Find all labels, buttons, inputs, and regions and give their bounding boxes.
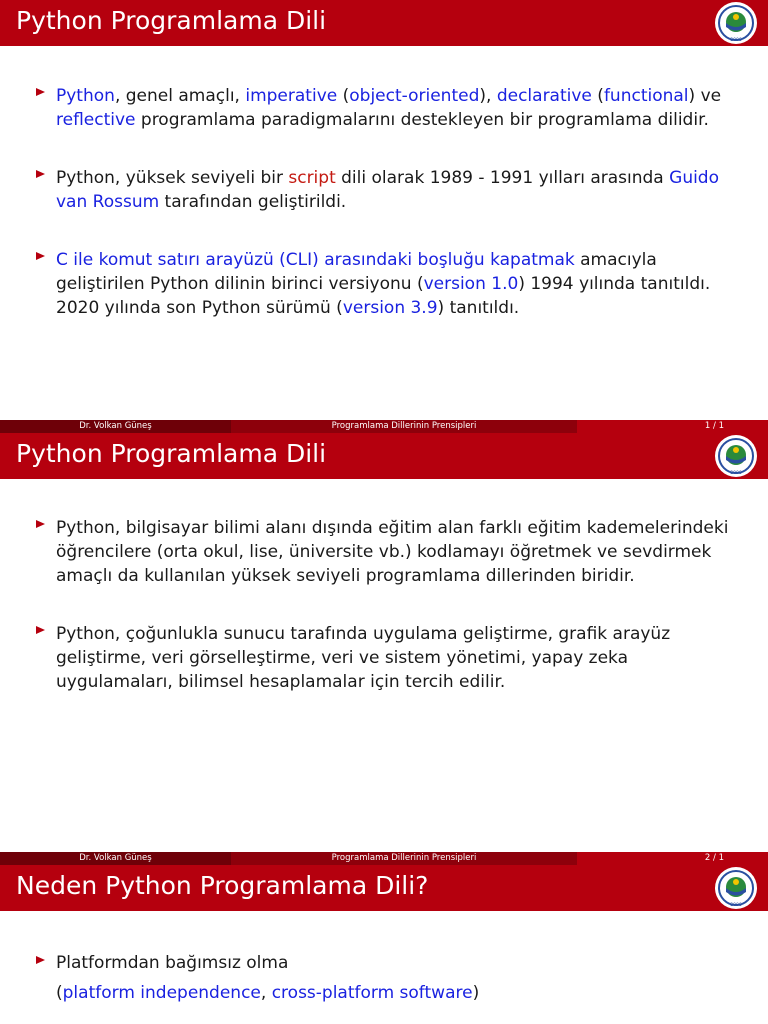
university-logo-icon [714, 434, 758, 478]
slide-title-bar [0, 433, 768, 479]
link-cli-gap[interactable]: C ile komut satırı arayüzü (CLI) arasındaki boşluğu kapatmak [56, 250, 575, 270]
slide-1 [0, 0, 768, 433]
text: Platformdan bağımsız olma [56, 953, 289, 973]
link-declarative[interactable]: declarative [496, 86, 592, 106]
footer-course: Programlama Dillerinin Prensipleri [231, 420, 577, 433]
logo-year: 2006 [730, 38, 742, 43]
text: Python, çoğunlukla sunucu tarafında uygulama geliştirme, grafik arayüz geliştirme, veri görselleştirme, veri ve sistem yönetimi, yapay zeka uygulamaları, bilimsel hesaplamalar için tercih edilir. [56, 624, 671, 692]
bullet-triangle-icon [36, 88, 45, 96]
footer-author: Dr. Volkan Güneş [0, 420, 231, 433]
slide-title-bar [0, 0, 768, 46]
logo-year: 2006 [730, 903, 742, 908]
text: ( [591, 86, 604, 106]
university-logo-icon [714, 866, 758, 910]
bullet-triangle-icon [36, 252, 45, 260]
bullet-list [34, 948, 750, 1024]
link-cross-platform-software[interactable]: cross-platform software [271, 983, 473, 1003]
slide-title-bar [0, 865, 768, 911]
footer-course: Programlama Dillerinin Prensipleri [231, 852, 577, 865]
slide-3 [0, 865, 768, 1024]
text: , genel amaçlı, [114, 86, 246, 106]
text: ) [472, 983, 480, 1003]
link-version-3-9[interactable]: version 3.9 [342, 298, 438, 318]
slide-title: Neden Python Programlama Dili? [16, 871, 429, 900]
text: programlama paradigmalarını destekleyen bir programlama dilidir. [135, 110, 709, 130]
text: ) ve [688, 86, 722, 106]
footer-page-number: 1 / 1 [577, 420, 768, 433]
bullet-list [34, 516, 750, 728]
bullet-triangle-icon [36, 520, 45, 528]
footer-page-number: 2 / 1 [577, 852, 768, 865]
text: ) 1994 yılında tanıtıldı. 2020 yılında son Python sürümü ( [56, 274, 711, 318]
slide-footer [0, 420, 768, 433]
emph-script: script [288, 168, 336, 188]
footer-author: Dr. Volkan Güneş [0, 852, 231, 865]
bullet-triangle-icon [36, 626, 45, 634]
text: ) tanıtıldı. [437, 298, 520, 318]
link-reflective[interactable]: reflective [56, 110, 136, 130]
link-python[interactable]: Python [56, 86, 115, 106]
slide-footer [0, 852, 768, 865]
bullet-item [34, 516, 750, 588]
text: ( [56, 983, 63, 1003]
bullet-triangle-icon [36, 170, 45, 178]
slide-title: Python Programlama Dili [16, 6, 327, 35]
text: Python, bilgisayar bilimi alanı dışında eğitim alan farklı eğitim kademelerindeki öğrencilere (orta okul, lise, üniversite vb.) kodlamayı öğretmek ve sevdirmek amaçlı da kullanılan yüksek seviyeli programlama dillerinden biridir. [56, 518, 729, 586]
bullet-list [34, 84, 750, 354]
text: tarafından geliştirildi. [159, 192, 347, 212]
slide-title: Python Programlama Dili [16, 439, 327, 468]
bullet-item [34, 948, 750, 1008]
bullet-item [34, 622, 750, 694]
bullet-item [34, 84, 750, 132]
text: dili olarak 1989 - 1991 yılları arasında [335, 168, 670, 188]
link-imperative[interactable]: imperative [245, 86, 338, 106]
text: ), [479, 86, 497, 106]
link-version-1-0[interactable]: version 1.0 [423, 274, 519, 294]
text: Python, yüksek seviyeli bir [56, 168, 289, 188]
university-logo-icon [714, 1, 758, 45]
link-guido-van-rossum[interactable]: Guido van Rossum [56, 168, 720, 212]
text: , [260, 983, 272, 1003]
logo-year: 2006 [730, 471, 742, 476]
bullet-item [34, 248, 750, 320]
bullet-triangle-icon [36, 956, 45, 964]
link-platform-independence[interactable]: platform independence [62, 983, 261, 1003]
slide-2 [0, 433, 768, 865]
text: ( [337, 86, 350, 106]
text: amacıyla geliştirilen Python dilinin birinci versiyonu ( [56, 250, 657, 294]
link-object-oriented[interactable]: object-oriented [349, 86, 480, 106]
bullet-item [34, 166, 750, 214]
link-functional[interactable]: functional [603, 86, 689, 106]
